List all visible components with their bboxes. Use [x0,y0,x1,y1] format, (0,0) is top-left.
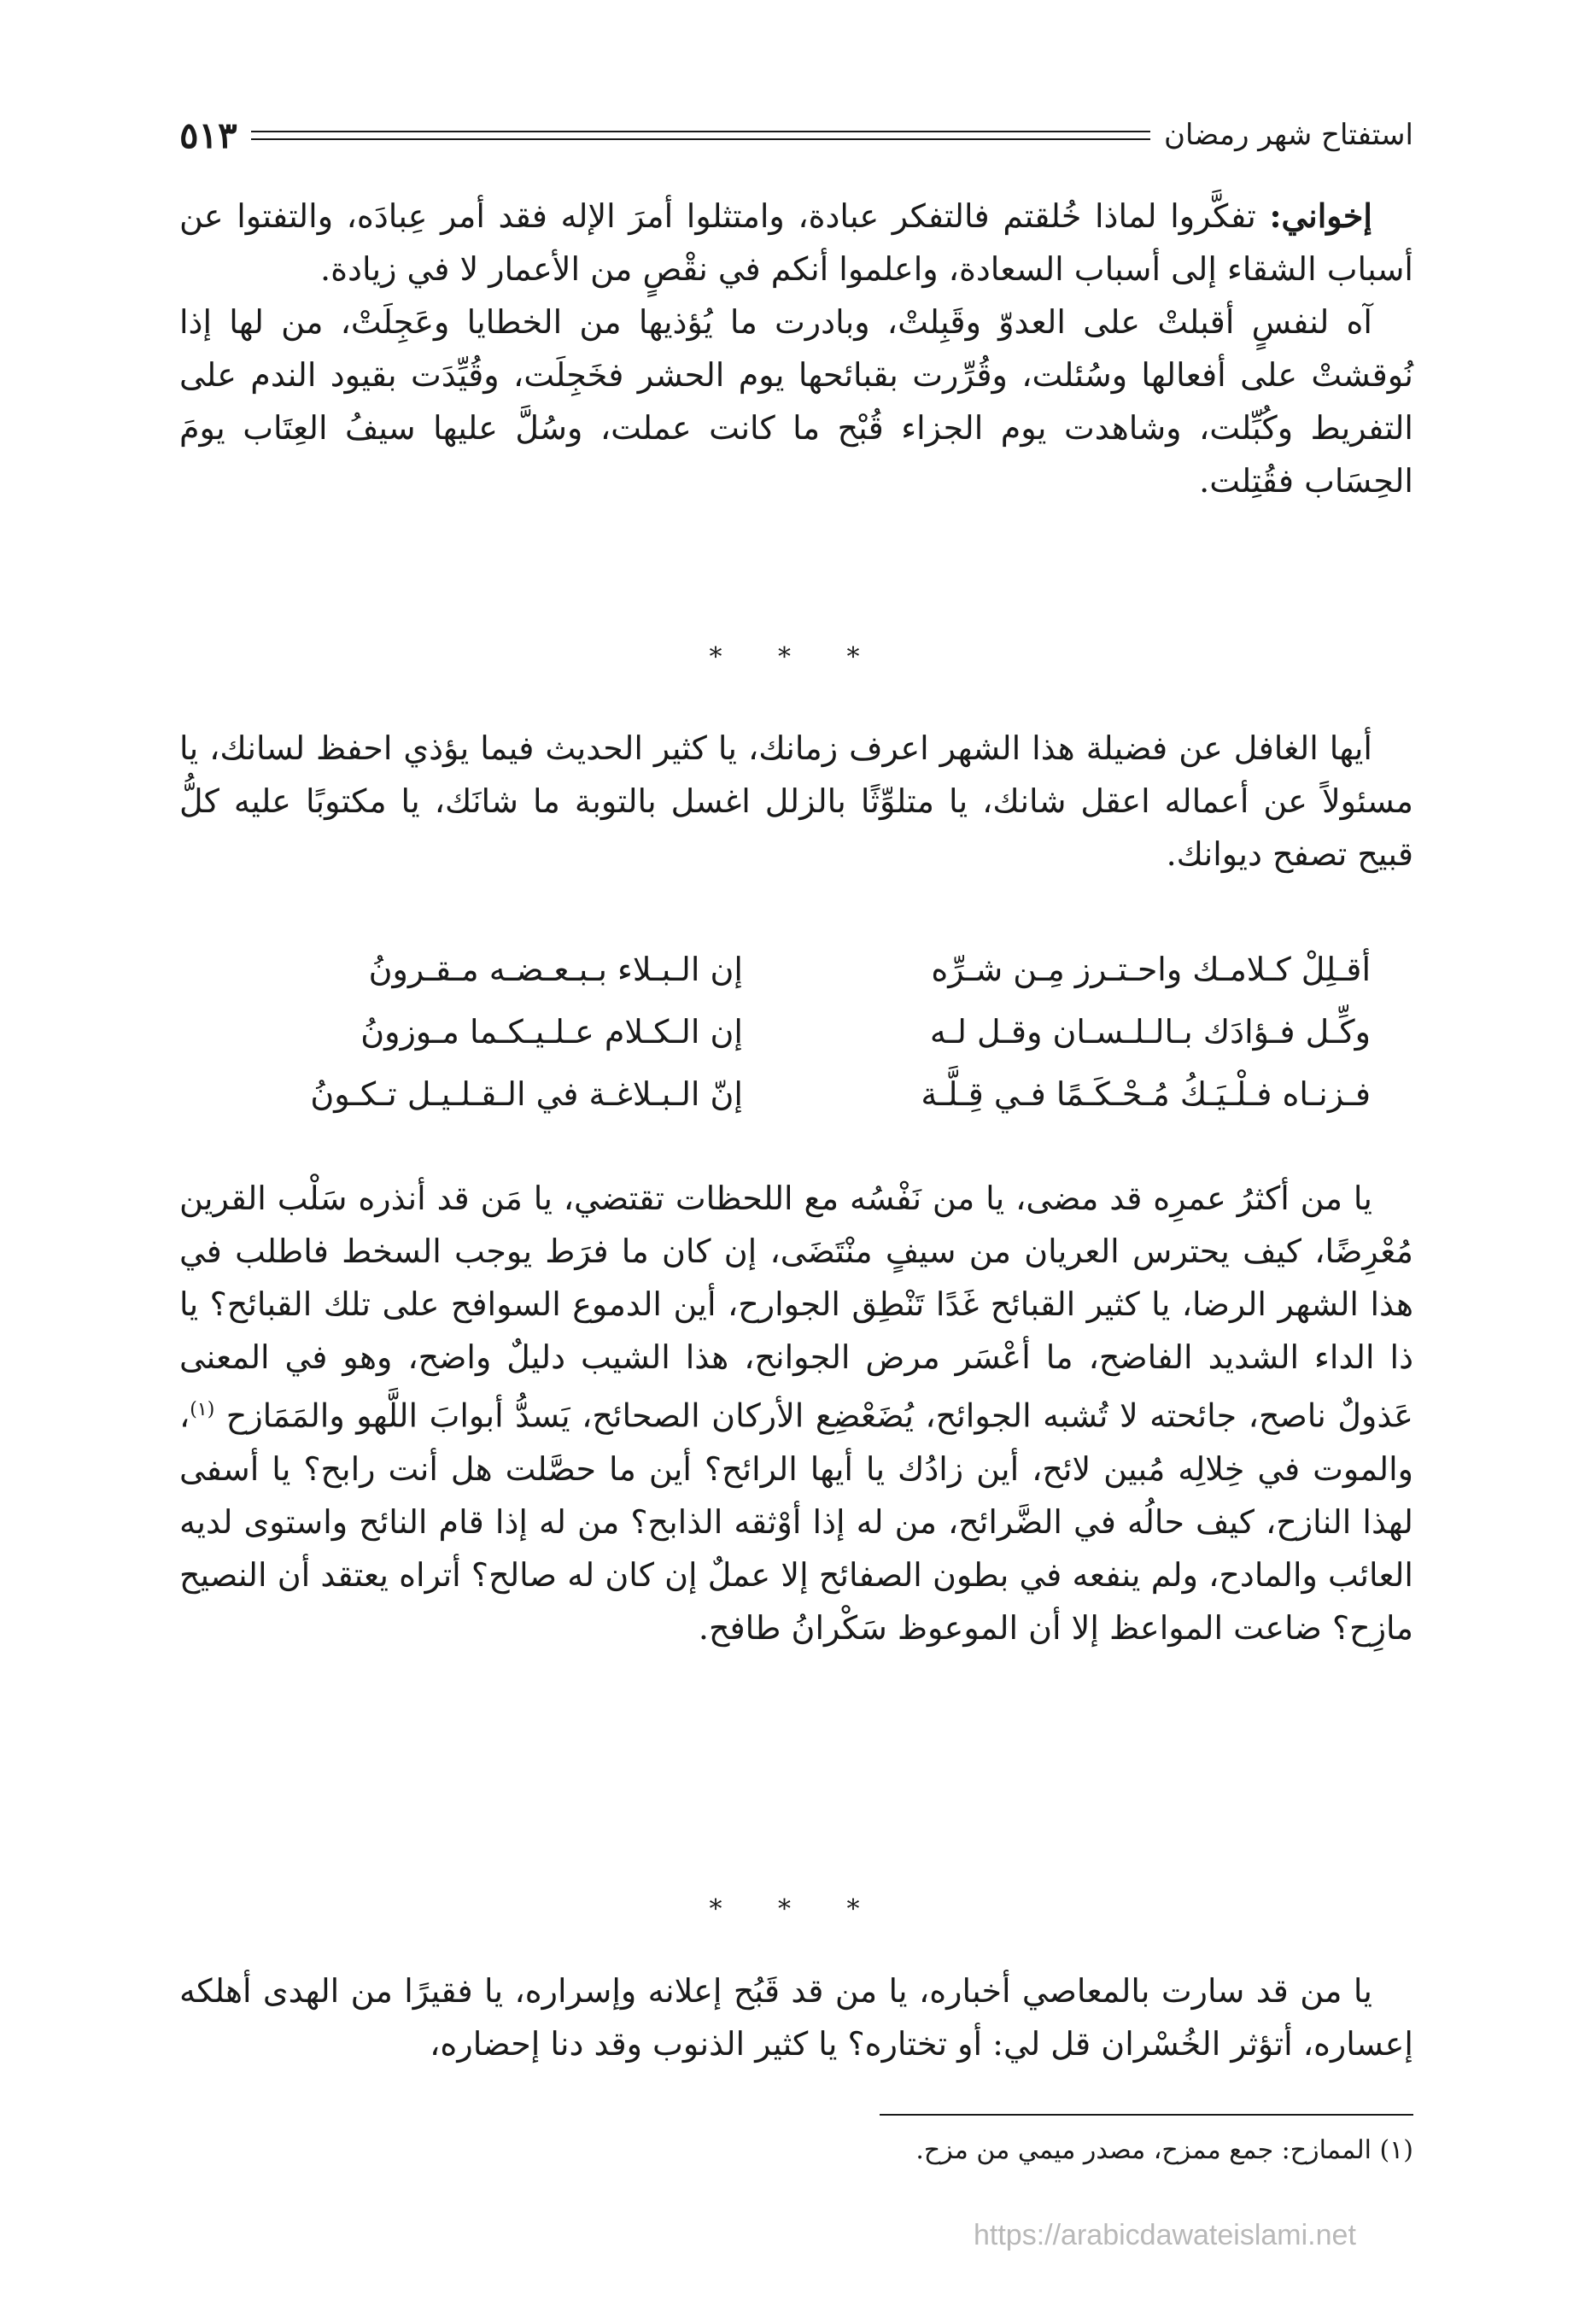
page-number: ٥١٣ [179,114,237,156]
footnote: (١) الممازح: جمع ممزح، مصدر ميمي من مزح. [915,2135,1413,2165]
header-rule [251,131,1150,140]
paragraph: أيها الغافل عن فضيلة هذا الشهر اعرف زمانك، يا كثير الحديث فيما يؤذي احفظ لسانك، يا مسئولاً عن أعماله اعقل شانك، يا متلوِّثًا بالزلل اغسل بالتوبة ما شانَك، يا مكتوبًا عليه كلُّ قبيح تصفح ديوانك. [179,729,1414,873]
paragraph-text: تفكَّروا لماذا خُلقتم فالتفكر عبادة، وامتثلوا أمرَ الإله فقد أمر عِبادَه، والتفتوا عن أسباب الشقاء إلى أسباب السعادة، واعلموا أنكم في نقْصٍ من الأعمار لا في زيادة. [179,197,1413,288]
paragraph-text: يا من أكثرُ عمرِه قد مضى، يا من نَفْسُه مع اللحظات تقتضي، يا مَن قد أنذره سَلْب القرين مُعْرِضًا، كيف يحترس العريان من سيفٍ منْتَضَى، إن كان ما فرَط يوجب السخط فاطلب في هذا الشهر الرضا، يا كثير القبائح غَدًا تَنْطِق الجوارح، أين الدموع السوافح على تلك القبائح؟ يا ذا الداء الشديد الفاضح، ما أعْسَر مرض الجوانح، هذا الشيب دليلٌ واضح، وهو في المعنى عَذولٌ ناصح، جائحته لا تُشبه الجوائح، يُضَعْضِع الأركان الصحائح، يَسدُّ أبوابَ اللَّهو والمَمَازح [179,1180,1413,1435]
running-title: استفتاح شهر رمضان [1164,118,1413,152]
poem-verse [179,1000,1413,1062]
verse-first-hemistich: وكِّـل فـؤادَك بـالـلـسـان وقـل لـه [929,1012,1371,1051]
paragraph: يا من قد سارت بالمعاصي أخباره، يا من قد قَبُح إعلانه وإسراره، يا فقيرًا من الهدى أهلكه إعساره، أتؤثر الخُسْران قل لي: أو تختاره؟ يا كثير الذنوب وقد دنا إحضاره، [179,1972,1413,2063]
paragraph-lead: إخواني: [1269,196,1372,235]
verse-second-hemistich: إن الـكـلام عـلـيـكـما مـوزونُ [360,1012,743,1051]
section-separator: * * * [709,1894,884,1924]
verse-first-hemistich: فـزنـاه فـلْـيَـكُ مُـحْـكَـمًا فـي قِـلَّـة [921,1074,1371,1113]
footnote-rule [880,2114,1413,2116]
poem-verse [179,1062,1413,1125]
watermark: https://arabicdawateislami.net [974,2219,1356,2251]
section-1 [179,190,1413,507]
poem-verse [179,938,1413,1000]
footnote-ref: (١) [190,1399,215,1420]
paragraph: آه لنفسٍ أقبلتْ على العدوّ وقَبِلتْ، وبادرت ما يُؤذيها من الخطايا وعَجِلَتْ، من لها إذا نُوقشتْ على أفعالها وسُئلت، وقُرِّرت بقبائحها يوم الحشر فخَجِلَت، وقُيِّدَت بقيود الندم على التفريط وكُبِّلت، وشاهدت يوم الجزاء قُبْح ما كانت عملت، وسُلَّ عليها سيفُ العِتَاب يومَ الحِسَاب فقُتِلت. [179,303,1413,500]
section-4 [179,1964,1413,2070]
poem [179,938,1413,1125]
section-3 [179,1172,1413,1654]
paragraph [179,190,1413,296]
running-header [179,109,1413,161]
section-separator: * * * [709,642,884,672]
section-2 [179,722,1413,881]
paragraph [179,1172,1413,1654]
verse-first-hemistich: أقـلِلْ كـلامـك واحـتـرز مِـن شـرِّه [931,950,1371,988]
verse-second-hemistich: إن الـبـلاء بـبـعـضـه مـقـرونُ [368,950,743,988]
verse-second-hemistich: إنّ الـبـلاغـة في الـقـلـيـل تـكـونُ [310,1074,743,1113]
paragraph-text: ، والموت في خِلالِه مُبين لائح، أين زادُك يا أيها الرائح؟ أين ما حصَّلت هل أنت رابح؟ يا أسفى لهذا النازح، كيف حالُه في الضَّرائح، من له إذا أوْثقه الذابح؟ من له إذا قام النائح واستوى لديه العائب والمادح، ولم ينفعه في بطون الصفائح إلا عملٌ إن كان له صالح؟ أتراه يعتقد أن النصيح مازِح؟ ضاعت المواعظ إلا أن الموعوظ سَكْرانُ طافح. [179,1396,1413,1647]
